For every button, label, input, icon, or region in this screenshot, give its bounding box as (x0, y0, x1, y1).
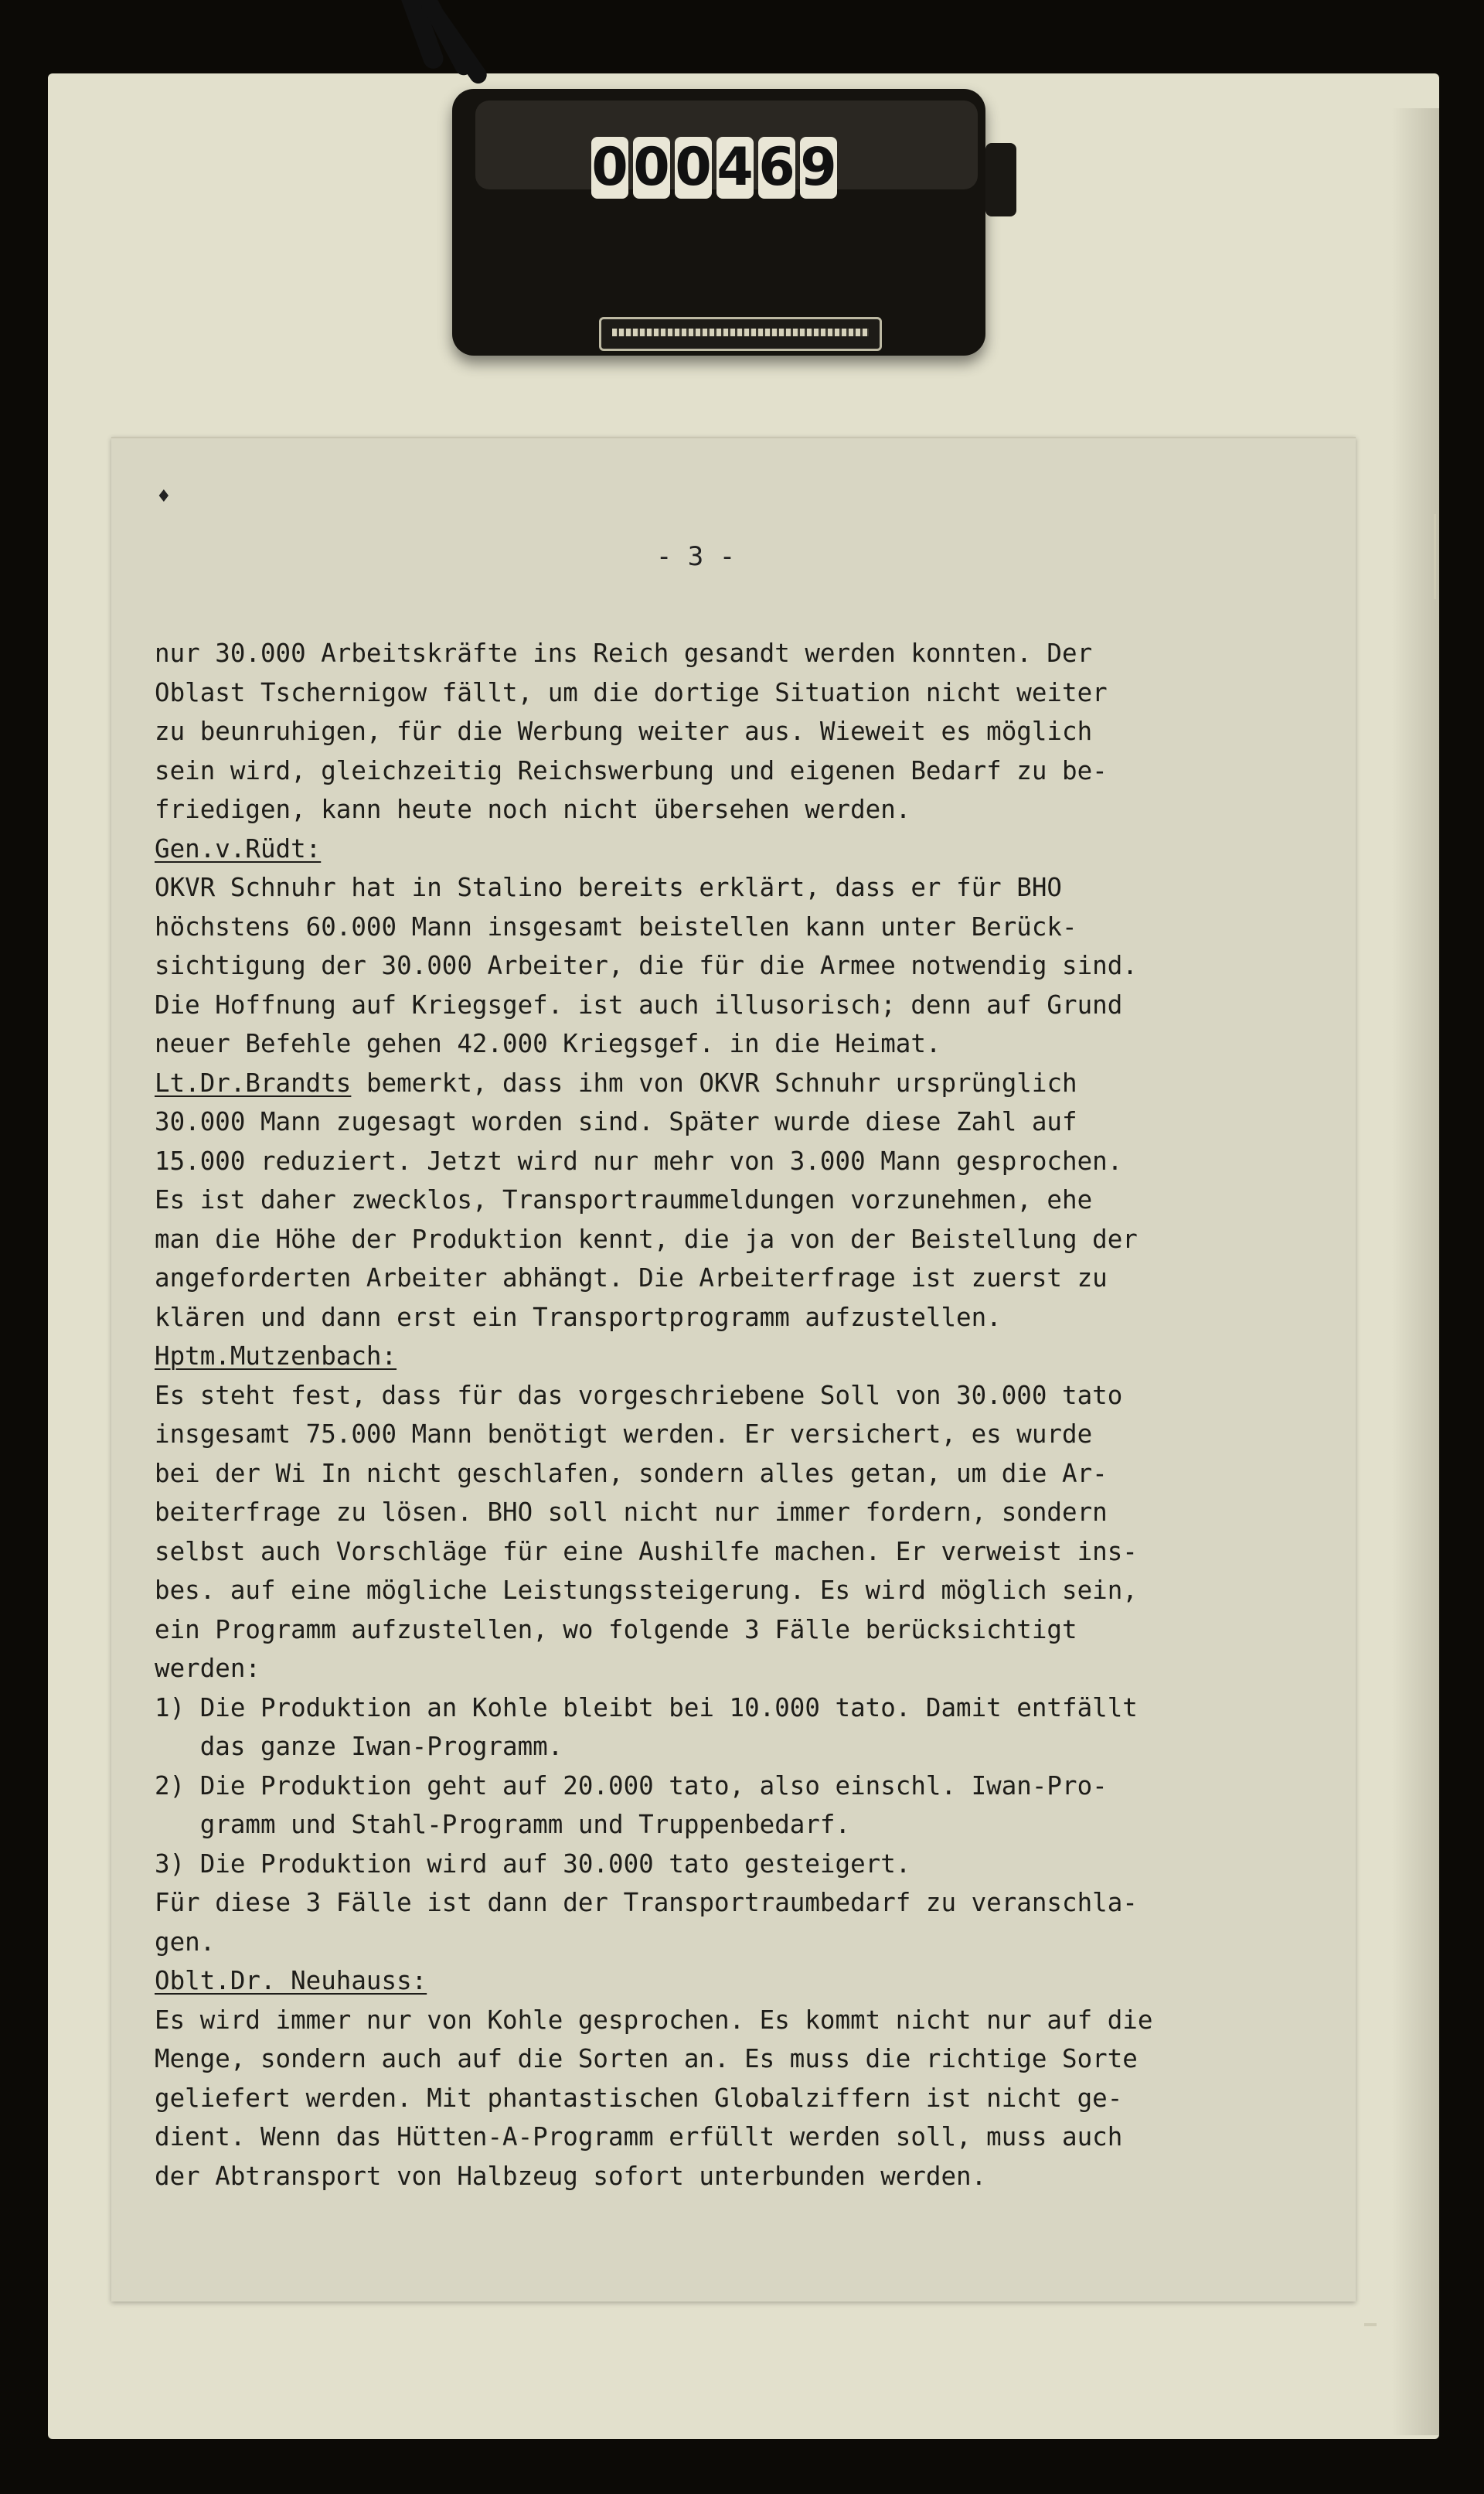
text-line (155, 986, 1345, 1025)
line-text: sichtigung der 30.000 Arbeiter, die für die Armee notwendig sind. (155, 951, 1138, 980)
text-line (155, 673, 1345, 713)
line-text: Es wird immer nur von Kohle gesprochen. Es kommt nicht nur auf die (155, 2005, 1153, 2035)
film-scratch (1434, 514, 1436, 599)
text-line (155, 1376, 1345, 1416)
text-line (155, 1181, 1345, 1220)
text-line (155, 1649, 1345, 1688)
text-line (155, 1259, 1345, 1298)
line-text: Menge, sondern auch auf die Sorten an. Es muss die richtige Sorte (155, 2044, 1138, 2073)
text-line (155, 790, 1345, 830)
line-text: klären und dann erst ein Transportprogramm aufzustellen. (155, 1302, 1002, 1332)
text-line (155, 2039, 1345, 2079)
line-text: Für diese 3 Fälle ist dann der Transportraumbedarf zu veranschla- (155, 1888, 1138, 1917)
line-text: sein wird, gleichzeitig Reichswerbung und eigenen Bedarf zu be- (155, 755, 1108, 785)
text-line (155, 2001, 1345, 2040)
text-line (155, 1767, 1345, 1806)
text-line (155, 1805, 1345, 1845)
text-line (155, 1610, 1345, 1650)
line-text: 30.000 Mann zugesagt worden sind. Später wurde diese Zahl auf (155, 1107, 1077, 1136)
speaker-label: Gen.v.Rüdt: (155, 833, 322, 864)
speaker-label: Hptm.Mutzenbach: (155, 1341, 397, 1371)
text-line (155, 1961, 1345, 2001)
text-line (155, 946, 1345, 986)
text-line (155, 634, 1345, 673)
line-text: gen. (155, 1927, 216, 1957)
line-text: beiterfrage zu lösen. BHO soll nicht nur immer fordern, sondern (155, 1497, 1108, 1527)
line-text: dient. Wenn das Hütten-A-Programm erfüllt werden soll, muss auch (155, 2122, 1123, 2152)
counter-digit: 9 (800, 137, 837, 198)
text-line (155, 1415, 1345, 1454)
line-text: Die Hoffnung auf Kriegsgef. ist auch illusorisch; denn auf Grund (155, 990, 1123, 1020)
line-text: werden: (155, 1654, 260, 1683)
text-line (155, 1688, 1345, 1728)
speaker-label: Lt.Dr.Brandts (155, 1068, 352, 1098)
text-line (155, 1298, 1345, 1337)
line-text: man die Höhe der Produktion kennt, die ja von der Beistellung der (155, 1224, 1138, 1254)
text-line (155, 1024, 1345, 1064)
counter-slot-strip (612, 329, 869, 336)
line-text: Es ist daher zwecklos, Transportraummeldungen vorzunehmen, ehe (155, 1185, 1093, 1215)
text-line (155, 712, 1345, 751)
counter-digit: 4 (716, 137, 754, 198)
text-line (155, 2118, 1345, 2157)
line-text: 15.000 reduziert. Jetzt wird nur mehr von 3.000 Mann gesprochen. (155, 1146, 1123, 1176)
line-text: bes. auf eine mögliche Leistungssteigerung. Es wird möglich sein, (155, 1576, 1138, 1605)
text-line (155, 1571, 1345, 1610)
line-text: Oblast Tschernigow fällt, um die dortige Situation nicht weiter (155, 677, 1108, 707)
line-text: das ganze Iwan-Programm. (155, 1732, 563, 1761)
line-text: ein Programm aufzustellen, wo folgende 3 Fälle berücksichtigt (155, 1614, 1077, 1644)
text-line (155, 1883, 1345, 1923)
margin-mark: ♦ (156, 487, 172, 506)
text-line (155, 1845, 1345, 1884)
line-text: OKVR Schnuhr hat in Stalino bereits erklärt, dass er für BHO (155, 873, 1062, 902)
line-text: 1) Die Produktion an Kohle bleibt bei 10.000 tato. Damit entfällt (155, 1692, 1138, 1722)
page-number: - 3 - (655, 541, 736, 572)
line-text: friedigen, kann heute noch nicht übersehen werden. (155, 795, 911, 824)
text-line (155, 1532, 1345, 1572)
text-line (155, 1337, 1345, 1376)
counter-digit: 6 (758, 137, 795, 198)
line-text: nur 30.000 Arbeitskräfte ins Reich gesandt werden konnten. Der (155, 639, 1093, 668)
line-text: Es steht fest, dass für das vorgeschriebene Soll von 30.000 tato (155, 1380, 1123, 1410)
film-scratch (1364, 2323, 1377, 2326)
line-text: gramm und Stahl-Programm und Truppenbedarf. (155, 1810, 851, 1839)
counter-digit: 0 (675, 137, 712, 198)
line-text: geliefert werden. Mit phantastischen Globalziffern ist nicht ge- (155, 2083, 1123, 2113)
text-line (155, 1220, 1345, 1259)
text-line (155, 1454, 1345, 1494)
line-text: angeforderten Arbeiter abhängt. Die Arbeiterfrage ist zuerst zu (155, 1263, 1108, 1293)
line-text: der Abtransport von Halbzeug sofort unterbunden werden. (155, 2161, 987, 2191)
text-line (155, 1493, 1345, 1532)
text-line (155, 2079, 1345, 2118)
text-line (155, 908, 1345, 947)
line-text: selbst auch Vorschläge für eine Aushilfe machen. Er verweist ins- (155, 1536, 1138, 1566)
line-text: 2) Die Produktion geht auf 20.000 tato, also einschl. Iwan-Pro- (155, 1770, 1108, 1801)
counter-slot (599, 317, 882, 351)
counter-digits (591, 137, 837, 199)
text-line (155, 830, 1345, 869)
counter-body (452, 89, 985, 356)
speaker-label: Oblt.Dr. Neuhauss: (155, 1966, 427, 1995)
line-text: bei der Wi In nicht geschlafen, sondern alles getan, um die Ar- (155, 1458, 1108, 1488)
line-text: höchstens 60.000 Mann insgesamt beistellen kann unter Berück- (155, 911, 1077, 942)
line-text: zu beunruhigen, für die Werbung weiter aus. Wieweit es möglich (155, 717, 1093, 746)
text-line (155, 1727, 1345, 1767)
counter-digit: 0 (633, 137, 670, 198)
frame-counter (444, 73, 1001, 356)
line-text: insgesamt 75.000 Mann benötigt werden. Er versichert, es wurde (155, 1419, 1093, 1449)
line-text: bemerkt, dass ihm von OKVR Schnuhr ursprünglich (351, 1068, 1077, 1098)
text-line (155, 2157, 1345, 2196)
text-line (155, 868, 1345, 908)
counter-digit: 0 (591, 137, 628, 198)
line-text: neuer Befehle gehen 42.000 Kriegsgef. in die Heimat. (155, 1029, 941, 1058)
backing-shadow (1391, 108, 1439, 2435)
text-line (155, 1064, 1345, 1103)
counter-knob (985, 143, 1016, 216)
text-line (155, 1923, 1345, 1962)
document-body (155, 634, 1345, 2196)
line-text: 3) Die Produktion wird auf 30.000 tato gesteigert. (155, 1848, 911, 1879)
text-line (155, 1102, 1345, 1142)
text-line (155, 1142, 1345, 1181)
text-line (155, 751, 1345, 791)
